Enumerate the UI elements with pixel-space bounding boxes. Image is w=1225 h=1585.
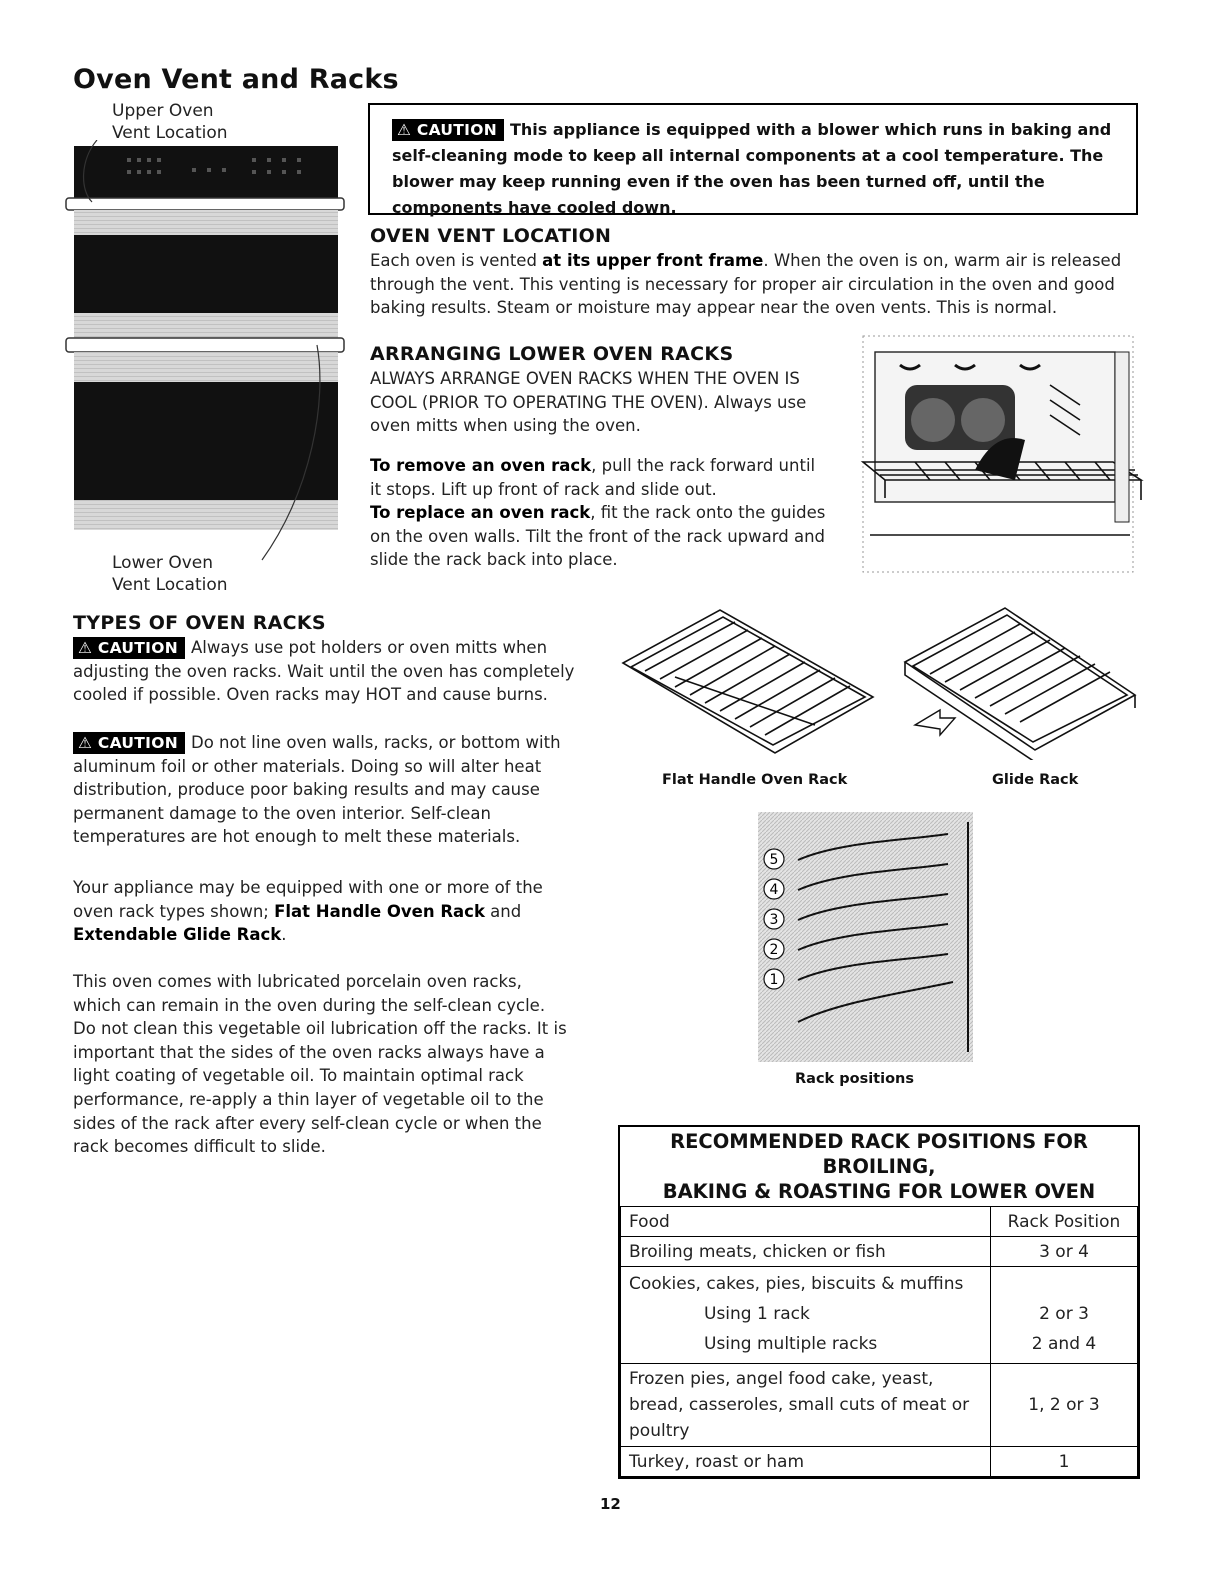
- rack-position-1-label: 1: [769, 972, 779, 988]
- recommended-rack-positions-table: [618, 1125, 1140, 1479]
- replace-rack-bold: To replace an oven rack: [370, 503, 591, 523]
- rack-types-text-3: .: [281, 925, 287, 945]
- slide-arrow-icon: [915, 710, 955, 735]
- food-cell-indented: Using multiple racks: [704, 1334, 878, 1354]
- lower-oven-window: [74, 382, 338, 500]
- food-cell-indented: Using 1 rack: [704, 1304, 810, 1324]
- arranging-instructions: [370, 454, 830, 572]
- rack-position-4-label: 4: [769, 882, 779, 898]
- remove-rack-bold: To remove an oven rack: [370, 456, 592, 475]
- types-caution-1: [73, 636, 593, 707]
- upper-vent-label-line1: Upper Oven: [112, 101, 214, 121]
- lower-vent-label: [112, 552, 228, 596]
- rack-cell: 2 and 4: [1031, 1334, 1097, 1354]
- rack-positions-illustration: [758, 812, 978, 1064]
- rack-position-3-label: 3: [769, 912, 779, 928]
- upper-oven-window: [74, 235, 338, 313]
- wall-oven-illustration: [62, 140, 352, 580]
- page-number: 12: [600, 1495, 621, 1513]
- food-cell-group: [621, 1267, 991, 1364]
- vent-location-heading: OVEN VENT LOCATION: [370, 225, 612, 247]
- page-title: Oven Vent and Racks: [73, 64, 399, 95]
- rack-cell: 2 or 3: [1039, 1304, 1089, 1324]
- upper-vent-label-line2: Vent Location: [112, 123, 228, 143]
- vent-location-text: [370, 249, 1140, 320]
- replace-rack-instruction: [370, 501, 830, 572]
- arranging-intro: ALWAYS ARRANGE OVEN RACKS WHEN THE OVEN IS COOL (PRIOR TO OPERATING THE OVEN). Always use oven mitts when using the oven.: [370, 369, 807, 436]
- caution-word: CAUTION: [97, 734, 178, 752]
- food-cell: Broiling meats, chicken or fish: [621, 1237, 991, 1267]
- lubrication-paragraph: This oven comes with lubricated porcelain oven racks, which can remain in the oven during the self-clean cycle. Do not clean this vegetable oil lubrication off the racks. It is important that the sides of the oven racks always have a light coating of vegetable oil. To maintain optimal rack performance, re-apply a thin layer of vegetable oil to the sides of the rack after every self-clean cycle or when the rack becomes difficult to slide.: [73, 972, 567, 1157]
- table-row: [621, 1447, 1138, 1477]
- table-title-line1: RECOMMENDED RACK POSITIONS FOR BROILING,: [670, 1130, 1088, 1178]
- replace-rack-text: , fit the rack onto the guides on the oven walls. Tilt the front of the rack upward and slide the rack back into place.: [370, 503, 826, 570]
- rack-types-paragraph: [73, 876, 553, 947]
- lower-vent-label-line2: Vent Location: [112, 575, 228, 595]
- blower-caution-box: [368, 103, 1138, 215]
- lower-vent-strip: [66, 338, 344, 352]
- table-title-line2: BAKING & ROASTING FOR LOWER OVEN: [662, 1180, 1096, 1203]
- upper-vent-strip: [66, 198, 344, 210]
- caution-badge: ⚠︎ CAUTION: [392, 119, 504, 141]
- remove-rack-text: , pull the rack forward until it stops. Lift up front of rack and slide out.: [370, 456, 816, 499]
- rack-positions-caption: Rack positions: [795, 1071, 914, 1087]
- glide-rack-caption: Glide Rack: [992, 772, 1079, 788]
- header-food: Food: [621, 1207, 991, 1237]
- food-cell: Cookies, cakes, pies, biscuits & muffins: [629, 1274, 964, 1294]
- rack-cell: 1, 2 or 3: [991, 1364, 1138, 1447]
- caution-word: CAUTION: [97, 639, 178, 657]
- remove-rack-instruction: [370, 454, 830, 501]
- lower-vent-label-line1: Lower Oven: [112, 553, 214, 573]
- table-title: [620, 1127, 1138, 1206]
- flat-handle-rack-illustration: [615, 605, 880, 770]
- types-caution-1-text: Always use pot holders or oven mitts when adjusting the oven racks. Wait until the oven has completely cooled if possible. Oven racks may HOT and cause burns.: [73, 638, 575, 705]
- caution-badge: ⚠︎ CAUTION: [73, 732, 185, 754]
- table-row: [621, 1364, 1138, 1447]
- table-row: [621, 1267, 1138, 1364]
- glide-rack-illustration: [885, 600, 1145, 760]
- rack-positions-table: [620, 1206, 1138, 1477]
- food-cell: Frozen pies, angel food cake, yeast, bread, casseroles, small cuts of meat or poultry: [621, 1364, 991, 1447]
- vent-text-bold: at its upper front frame: [542, 251, 764, 270]
- blower-caution-text: This appliance is equipped with a blower which runs in baking and self-cleaning mode to keep all internal components at a cool temperature. The blower may keep running even if the oven has been turned off, until the components have cooled down.: [392, 120, 1112, 217]
- table-header-row: [621, 1207, 1138, 1237]
- rack-types-bold-1: Flat Handle Oven Rack: [274, 901, 485, 921]
- vent-text-part1: Each oven is vented: [370, 251, 543, 270]
- rack-cell: [999, 1269, 1129, 1299]
- rack-types-bold-2: Extendable Glide Rack: [73, 925, 282, 945]
- caution-badge: ⚠︎ CAUTION: [73, 637, 185, 659]
- food-cell: Turkey, roast or ham: [621, 1447, 991, 1477]
- header-rack-position: Rack Position: [991, 1207, 1138, 1237]
- arranging-heading: ARRANGING LOWER OVEN RACKS: [370, 343, 734, 365]
- rack-types-text-2: and: [484, 901, 522, 921]
- table-row: [621, 1237, 1138, 1267]
- types-heading: TYPES OF OVEN RACKS: [73, 612, 326, 634]
- oven-interior-illustration: [855, 330, 1145, 578]
- types-caution-2-text: Do not line oven walls, racks, or bottom with aluminum foil or other materials. Doing so will alter heat distribution, produce poor baking results and may cause permanent damage to the oven interior. Self-clean temperatures are hot enough to melt these materials.: [73, 733, 561, 847]
- rack-position-5-label: 5: [769, 852, 779, 868]
- rack-cell: 3 or 4: [991, 1237, 1138, 1267]
- rack-position-2-label: 2: [769, 942, 779, 958]
- rack-types-text-1: Your appliance may be equipped with one or more of the oven rack types shown;: [73, 878, 543, 921]
- upper-vent-label: [112, 100, 228, 144]
- caution-word: CAUTION: [416, 121, 497, 139]
- types-caution-2: [73, 731, 573, 849]
- rack-cell: 1: [991, 1447, 1138, 1477]
- flat-rack-caption: Flat Handle Oven Rack: [662, 772, 848, 788]
- rack-cell-group: [991, 1267, 1138, 1364]
- vent-text-part2: . When the oven is on, warm air is released through the vent. This venting is necessary for proper air circulation in the oven and good baking results. Steam or moisture may appear near the oven vents. This is normal.: [370, 251, 1122, 318]
